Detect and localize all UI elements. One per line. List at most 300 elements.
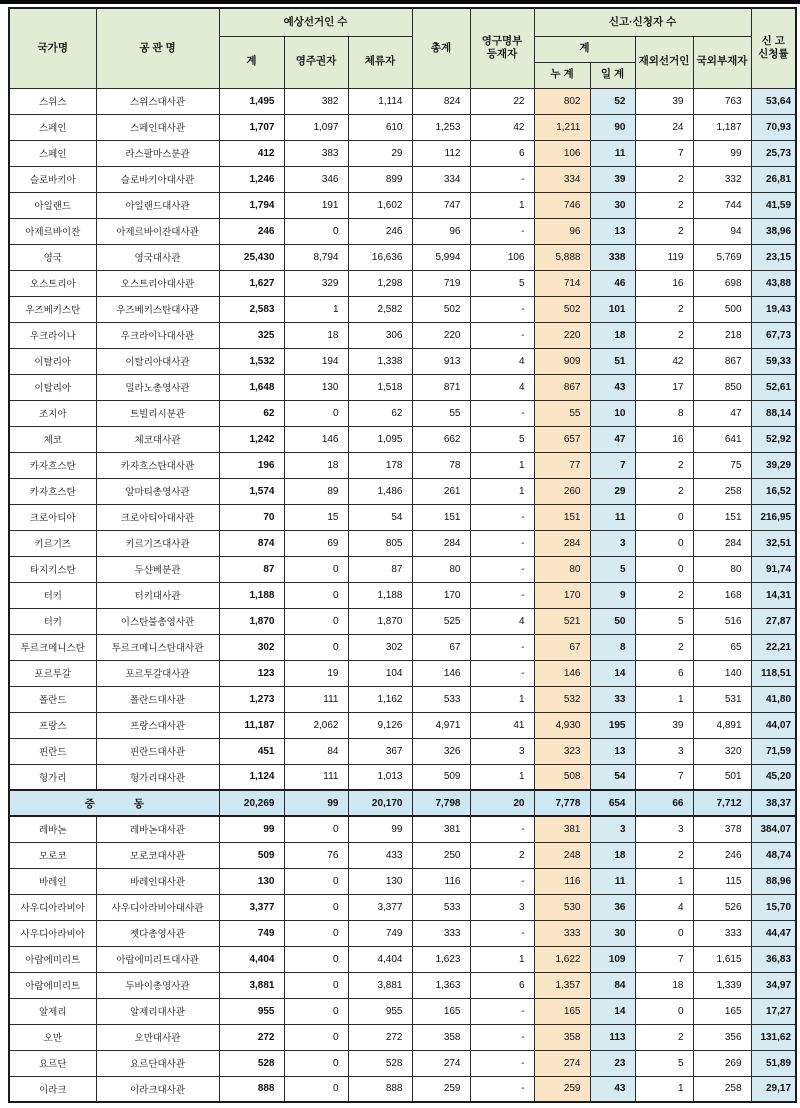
cell-sojourner: 367 [348,738,412,764]
cell-cumulative: 170 [534,582,590,608]
cell-expected-total: 1,707 [219,114,284,140]
cell-mission: 오스트리아대사관 [96,270,219,296]
cell-overseas-elector: 42 [635,348,693,374]
cell-permanent-resident: 191 [284,192,348,218]
table-row [9,374,796,400]
cell-mission: 이라크대사관 [96,1076,219,1102]
cell-permanent-resident: 0 [284,1050,348,1076]
cell-country: 요르단 [9,1050,96,1076]
cell-grand-total: 259 [412,1076,470,1102]
cell-expected-total: 1,532 [219,348,284,374]
cell-report-rate: 88,96 [751,868,796,894]
header-rate-line2: 신청률 [758,48,789,61]
cell-overseas-absentee: 4,891 [693,712,751,738]
cell-overseas-absentee: 115 [693,868,751,894]
cell-overseas-elector: 2 [635,452,693,478]
cell-grand-total: 1,363 [412,972,470,998]
cell-sojourner: 1,162 [348,686,412,712]
cell-country: 크로아티아 [9,504,96,530]
cell-permanent-resident: 382 [284,88,348,114]
cell-overseas-absentee: 763 [693,88,751,114]
cell-roster-registered: - [470,868,534,894]
cell-daily: 109 [590,946,635,972]
cell-mission: 오만대사관 [96,1024,219,1050]
cell-overseas-elector: 1 [635,1076,693,1102]
cell-mission: 프랑스대사관 [96,712,219,738]
cell-daily: 9 [590,582,635,608]
cell-overseas-absentee: 1,187 [693,114,751,140]
cell-permanent-resident: 89 [284,478,348,504]
cell-sojourner: 1,298 [348,270,412,296]
cell-daily: 13 [590,218,635,244]
cell-overseas-elector: 7 [635,764,693,790]
cell-daily: 30 [590,192,635,218]
cell-country: 프랑스 [9,712,96,738]
header-daily: 일 계 [590,62,635,88]
cell-mission: 키르기즈대사관 [96,530,219,556]
cell-cumulative: 521 [534,608,590,634]
table-row [9,764,796,790]
cell-grand-total: 824 [412,88,470,114]
cell-cumulative: 381 [534,816,590,842]
cell-cumulative: 260 [534,478,590,504]
cell-expected-total: 302 [219,634,284,660]
cell-permanent-resident: 0 [284,218,348,244]
cell-roster-registered: 4 [470,374,534,400]
table-row [9,88,796,114]
table-row [9,1024,796,1050]
table-row [9,582,796,608]
cell-sojourner: 99 [348,816,412,842]
cell-overseas-absentee: 80 [693,556,751,582]
cell-report-rate: 38,37 [751,790,796,816]
cell-report-rate: 22,21 [751,634,796,660]
cell-cumulative: 746 [534,192,590,218]
cell-country: 사우디아라비아 [9,894,96,920]
cell-cumulative: 55 [534,400,590,426]
cell-country: 아랍에미리트 [9,946,96,972]
cell-daily: 29 [590,478,635,504]
cell-daily: 30 [590,920,635,946]
cell-daily: 3 [590,816,635,842]
cell-mission: 폴란드대사관 [96,686,219,712]
cell-report-rate: 38,96 [751,218,796,244]
cell-mission: 젯다총영사관 [96,920,219,946]
cell-roster-registered: 5 [470,426,534,452]
table-row [9,842,796,868]
cell-sojourner: 888 [348,1076,412,1102]
cell-daily: 113 [590,1024,635,1050]
cell-permanent-resident: 329 [284,270,348,296]
cell-roster-registered: 3 [470,738,534,764]
cell-report-rate: 118,51 [751,660,796,686]
table-row [9,504,796,530]
cell-roster-registered: 5 [470,270,534,296]
cell-permanent-resident: 18 [284,452,348,478]
cell-country: 우크라이나 [9,322,96,348]
cell-sojourner: 104 [348,660,412,686]
cell-sojourner: 16,636 [348,244,412,270]
cell-roster-registered: 6 [470,972,534,998]
cell-daily: 8 [590,634,635,660]
cell-country: 카자흐스탄 [9,452,96,478]
cell-grand-total: 112 [412,140,470,166]
table-row [9,192,796,218]
cell-mission: 사우디아라비아대사관 [96,894,219,920]
cell-overseas-elector: 7 [635,946,693,972]
cell-overseas-elector: 5 [635,608,693,634]
cell-permanent-resident: 18 [284,322,348,348]
cell-expected-total: 451 [219,738,284,764]
cell-roster-registered: 4 [470,608,534,634]
cell-roster-registered: - [470,998,534,1024]
cell-report-rate: 25,73 [751,140,796,166]
cell-report-rate: 48,74 [751,842,796,868]
cell-daily: 52 [590,88,635,114]
header-sojourner: 체류자 [348,36,412,88]
cell-expected-total: 874 [219,530,284,556]
cell-report-rate: 34,97 [751,972,796,998]
cell-overseas-elector: 6 [635,660,693,686]
cell-country: 카자흐스탄 [9,478,96,504]
cell-country: 알제리 [9,998,96,1024]
cell-cumulative: 333 [534,920,590,946]
cell-overseas-absentee: 94 [693,218,751,244]
cell-country: 체코 [9,426,96,452]
cell-expected-total: 87 [219,556,284,582]
cell-overseas-elector: 1 [635,868,693,894]
cell-roster-registered: - [470,556,534,582]
cell-overseas-absentee: 151 [693,504,751,530]
cell-roster-registered: 1 [470,946,534,972]
cell-permanent-resident: 1,097 [284,114,348,140]
table-row [9,270,796,296]
cell-sojourner: 433 [348,842,412,868]
cell-grand-total: 1,623 [412,946,470,972]
header-report-group: 신고·신청자 수 [534,8,751,36]
cell-report-rate: 16,52 [751,478,796,504]
header-overseas-absentee: 국외부재자 [693,36,751,88]
subtotal-row [9,790,796,816]
cell-country: 아제르바이잔 [9,218,96,244]
cell-grand-total: 220 [412,322,470,348]
cell-sojourner: 1,114 [348,88,412,114]
cell-overseas-absentee: 850 [693,374,751,400]
cell-roster-registered: 1 [470,452,534,478]
cell-sojourner: 1,338 [348,348,412,374]
cell-cumulative: 7,778 [534,790,590,816]
cell-permanent-resident: 15 [284,504,348,530]
cell-report-rate: 52,61 [751,374,796,400]
cell-permanent-resident: 130 [284,374,348,400]
cell-cumulative: 802 [534,88,590,114]
cell-expected-total: 2,583 [219,296,284,322]
cell-cumulative: 5,888 [534,244,590,270]
table-row [9,530,796,556]
cell-overseas-elector: 2 [635,1024,693,1050]
cell-overseas-absentee: 332 [693,166,751,192]
cell-cumulative: 532 [534,686,590,712]
cell-roster-registered: - [470,582,534,608]
cell-mission: 핀란드대사관 [96,738,219,764]
cell-expected-total: 3,377 [219,894,284,920]
cell-report-rate: 52,92 [751,426,796,452]
cell-mission: 레바논대사관 [96,816,219,842]
cell-mission: 밀라노총영사관 [96,374,219,400]
table-row [9,920,796,946]
cell-daily: 43 [590,1076,635,1102]
cell-daily: 14 [590,998,635,1024]
cell-mission: 두샨베분관 [96,556,219,582]
cell-daily: 10 [590,400,635,426]
cell-mission: 스페인대사관 [96,114,219,140]
cell-permanent-resident: 76 [284,842,348,868]
cell-permanent-resident: 111 [284,686,348,712]
cell-overseas-elector: 39 [635,712,693,738]
cell-country: 스페인 [9,114,96,140]
cell-sojourner: 1,013 [348,764,412,790]
cell-expected-total: 1,495 [219,88,284,114]
cell-grand-total: 261 [412,478,470,504]
cell-sojourner: 1,486 [348,478,412,504]
cell-overseas-elector: 2 [635,166,693,192]
cell-permanent-resident: 99 [284,790,348,816]
header-country: 국가명 [9,8,96,88]
cell-overseas-absentee: 269 [693,1050,751,1076]
cell-overseas-elector: 24 [635,114,693,140]
cell-overseas-elector: 2 [635,478,693,504]
cell-report-rate: 15,70 [751,894,796,920]
cell-mission: 투르크메니스탄대사관 [96,634,219,660]
table-row [9,816,796,842]
cell-grand-total: 719 [412,270,470,296]
cell-daily: 11 [590,140,635,166]
cell-roster-registered: - [470,218,534,244]
cell-grand-total: 509 [412,764,470,790]
cell-mission: 바레인대사관 [96,868,219,894]
cell-grand-total: 55 [412,400,470,426]
cell-mission: 알제리대사관 [96,998,219,1024]
cell-country: 키르기즈 [9,530,96,556]
cell-sojourner: 62 [348,400,412,426]
cell-cumulative: 358 [534,1024,590,1050]
cell-grand-total: 871 [412,374,470,400]
cell-daily: 101 [590,296,635,322]
header-grand-total: 총계 [412,8,470,88]
cell-overseas-absentee: 356 [693,1024,751,1050]
cell-mission: 슬로바키아대사관 [96,166,219,192]
cell-grand-total: 326 [412,738,470,764]
cell-permanent-resident: 146 [284,426,348,452]
cell-overseas-absentee: 99 [693,140,751,166]
cell-overseas-absentee: 47 [693,400,751,426]
cell-sojourner: 272 [348,1024,412,1050]
cell-daily: 18 [590,842,635,868]
cell-grand-total: 274 [412,1050,470,1076]
cell-mission: 우즈베키스탄대사관 [96,296,219,322]
cell-country: 이라크 [9,1076,96,1102]
cell-report-rate: 216,95 [751,504,796,530]
cell-permanent-resident: 0 [284,634,348,660]
cell-report-rate: 44,07 [751,712,796,738]
cell-expected-total: 1,627 [219,270,284,296]
cell-mission: 아랍에미리트대사관 [96,946,219,972]
cell-daily: 54 [590,764,635,790]
cell-permanent-resident: 0 [284,1076,348,1102]
cell-sojourner: 306 [348,322,412,348]
cell-overseas-elector: 2 [635,218,693,244]
cell-daily: 84 [590,972,635,998]
cell-country: 이탈리아 [9,374,96,400]
cell-grand-total: 7,798 [412,790,470,816]
table-row [9,686,796,712]
cell-overseas-elector: 0 [635,556,693,582]
cell-sojourner: 87 [348,556,412,582]
cell-overseas-absentee: 378 [693,816,751,842]
cell-expected-total: 25,430 [219,244,284,270]
cell-overseas-elector: 3 [635,738,693,764]
cell-expected-total: 196 [219,452,284,478]
cell-country: 포르투갈 [9,660,96,686]
cell-daily: 11 [590,868,635,894]
cell-report-rate: 91,74 [751,556,796,582]
cell-sojourner: 1,870 [348,608,412,634]
cell-report-rate: 39,29 [751,452,796,478]
cell-mission: 이탈리아대사관 [96,348,219,374]
cell-sojourner: 178 [348,452,412,478]
table-row [9,166,796,192]
cell-grand-total: 5,994 [412,244,470,270]
cell-cumulative: 259 [534,1076,590,1102]
cell-sojourner: 1,095 [348,426,412,452]
table-row [9,452,796,478]
cell-country: 레바논 [9,816,96,842]
cell-cumulative: 77 [534,452,590,478]
cell-roster-registered: - [470,400,534,426]
cell-grand-total: 533 [412,894,470,920]
cell-expected-total: 528 [219,1050,284,1076]
cell-country: 투르크메니스탄 [9,634,96,660]
cell-report-rate: 32,51 [751,530,796,556]
cell-expected-total: 1,794 [219,192,284,218]
cell-cumulative: 106 [534,140,590,166]
table-row [9,1076,796,1102]
cell-daily: 36 [590,894,635,920]
cell-cumulative: 909 [534,348,590,374]
cell-roster-registered: 2 [470,842,534,868]
cell-overseas-absentee: 284 [693,530,751,556]
cell-country: 핀란드 [9,738,96,764]
cell-mission: 이스탄불총영사관 [96,608,219,634]
table-body [9,88,796,1102]
cell-overseas-elector: 2 [635,192,693,218]
cell-expected-total: 509 [219,842,284,868]
cell-country: 우즈베키스탄 [9,296,96,322]
cell-country: 아일랜드 [9,192,96,218]
header-overseas-elector: 재외선거인 [635,36,693,88]
cell-country: 오만 [9,1024,96,1050]
cell-report-rate: 88,14 [751,400,796,426]
cell-sojourner: 528 [348,1050,412,1076]
cell-expected-total: 1,242 [219,426,284,452]
cell-report-rate: 23,15 [751,244,796,270]
cell-overseas-elector: 3 [635,816,693,842]
cell-overseas-elector: 4 [635,894,693,920]
cell-cumulative: 1,211 [534,114,590,140]
cell-cumulative: 67 [534,634,590,660]
cell-expected-total: 1,246 [219,166,284,192]
cell-overseas-elector: 39 [635,88,693,114]
header-roster-line1: 영구명부 [481,35,523,48]
cell-report-rate: 51,89 [751,1050,796,1076]
cell-permanent-resident: 0 [284,556,348,582]
cell-report-rate: 44,47 [751,920,796,946]
cell-report-rate: 29,17 [751,1076,796,1102]
cell-permanent-resident: 0 [284,816,348,842]
cell-expected-total: 1,273 [219,686,284,712]
cell-cumulative: 274 [534,1050,590,1076]
cell-overseas-absentee: 1,615 [693,946,751,972]
header-mission: 공 관 명 [96,8,219,88]
cell-country: 폴란드 [9,686,96,712]
cell-cumulative: 165 [534,998,590,1024]
cell-roster-registered: - [470,1076,534,1102]
cell-mission: 스위스대사관 [96,88,219,114]
cell-daily: 18 [590,322,635,348]
cell-overseas-absentee: 7,712 [693,790,751,816]
cell-report-rate: 43,88 [751,270,796,296]
cell-grand-total: 525 [412,608,470,634]
cell-country: 터키 [9,582,96,608]
cell-permanent-resident: 84 [284,738,348,764]
cell-grand-total: 78 [412,452,470,478]
cell-sojourner: 20,170 [348,790,412,816]
cell-grand-total: 1,253 [412,114,470,140]
table-row [9,218,796,244]
cell-country: 모로코 [9,842,96,868]
cell-grand-total: 358 [412,1024,470,1050]
cell-daily: 50 [590,608,635,634]
header-rate-line1: 신 고 [761,35,785,48]
cell-cumulative: 508 [534,764,590,790]
cell-sojourner: 4,404 [348,946,412,972]
cell-overseas-absentee: 258 [693,478,751,504]
table-row [9,712,796,738]
cell-grand-total: 502 [412,296,470,322]
cell-report-rate: 14,31 [751,582,796,608]
cell-expected-total: 99 [219,816,284,842]
cell-permanent-resident: 69 [284,530,348,556]
cell-daily: 195 [590,712,635,738]
cell-sojourner: 899 [348,166,412,192]
cell-cumulative: 530 [534,894,590,920]
cell-mission: 우크라이나대사관 [96,322,219,348]
cell-overseas-elector: 2 [635,634,693,660]
cell-overseas-absentee: 140 [693,660,751,686]
cell-country: 아랍에미리트 [9,972,96,998]
cell-country: 이탈리아 [9,348,96,374]
cell-daily: 33 [590,686,635,712]
cell-overseas-elector: 0 [635,920,693,946]
cell-permanent-resident: 0 [284,1024,348,1050]
cell-roster-registered: 106 [470,244,534,270]
cell-overseas-elector: 2 [635,842,693,868]
cell-mission: 카자흐스탄대사관 [96,452,219,478]
cell-mission: 영국대사관 [96,244,219,270]
cell-cumulative: 116 [534,868,590,894]
cell-daily: 13 [590,738,635,764]
cell-roster-registered: 42 [470,114,534,140]
